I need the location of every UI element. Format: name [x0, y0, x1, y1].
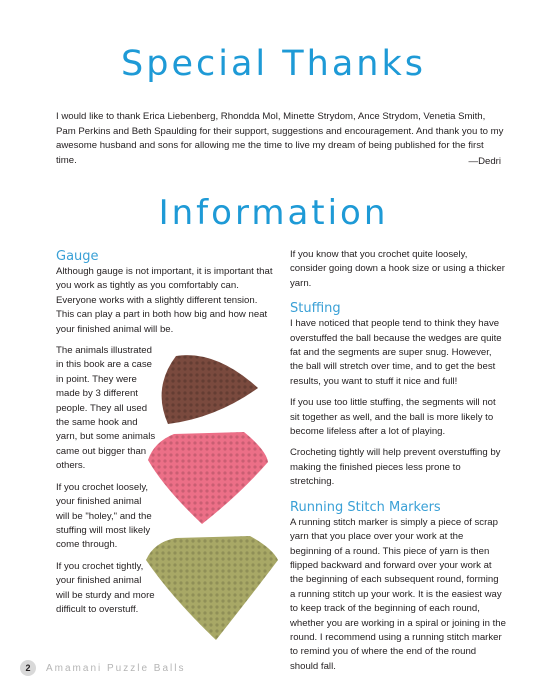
special-thanks-body: I would like to thank Erica Liebenberg, Rhondda Mol, Minette Strydom, Ance Strydom, Venetia Smith, Pam Perkins and Beth Spaulding for their support, suggestions and encouragement. And thank you to my awesome husband and sons for allowing me the time to live my dream of being published for the first time.: [56, 111, 504, 166]
stuffing-paragraph-3: Crocheting tightly will help prevent overstuffing by making the finished pieces less prone to stretching.: [290, 447, 501, 488]
green-crochet-swatch-image: [142, 532, 282, 644]
information-title: Information: [158, 193, 389, 233]
loose-crochet-tip: If you know that you crochet quite loosely, consider going down a hook size or using a thicker yarn.: [290, 249, 505, 289]
page-footer: [20, 658, 185, 678]
stuffing-paragraph-2: If you use too little stuffing, the segments will not sit together as well, and the ball is more likely to become lifeless after a lot of playing.: [290, 397, 496, 438]
right-column: [290, 248, 506, 681]
gauge-paragraph-1: Although gauge is not important, it is important that you work as tightly as you comfortably can. Everyone works with a slightly different tension. This can play a part in both how big and how neat your finished animal will be.: [56, 266, 273, 335]
gauge-paragraph-3: If you crochet loosely, your finished animal will be "holey," and the stuffing will most likely come through.: [56, 481, 152, 551]
brown-crochet-swatch-image: [146, 348, 266, 428]
pink-crochet-swatch-image: [144, 428, 276, 528]
special-thanks-title: Special Thanks: [121, 44, 426, 84]
gauge-paragraph-4: If you crochet tightly, your finished animal will be sturdy and more difficult to overstuff.: [56, 560, 155, 615]
stuffing-paragraph-1: I have noticed that people tend to think they have overstuffed the ball because the wedges are quite fat and the segments are super snug. However, the ball will stretch over time, and to get the best results, you want to stuff it nice and full!: [290, 318, 502, 387]
book-title: Amamani Puzzle Balls: [46, 662, 186, 674]
gauge-paragraph-2: The animals illustrated in this book are a case in point. They were made by 3 different people. They all used the same hook and yarn, but some animals came out bigger than others.: [56, 345, 156, 472]
signature: —Dedri: [468, 156, 501, 167]
stuffing-heading: Stuffing: [290, 301, 341, 317]
page-number: 2: [20, 660, 36, 676]
gauge-heading: Gauge: [56, 249, 99, 264]
markers-paragraph: A running stitch marker is simply a piece of scrap yarn that you place over your work at the beginning of a round. This piece of yarn is then flipped backward and forward over your work at the beginning of each subsequent round, forming a running stitch up your work. It is the easiest way to keep track of the beginning of each round, whether you are working in a spiral or joining in the round. I recommend using a running stitch marker to remind you of where the end of the round should fall.: [290, 516, 506, 672]
running-stitch-markers-heading: Running Stitch Markers: [290, 499, 441, 515]
